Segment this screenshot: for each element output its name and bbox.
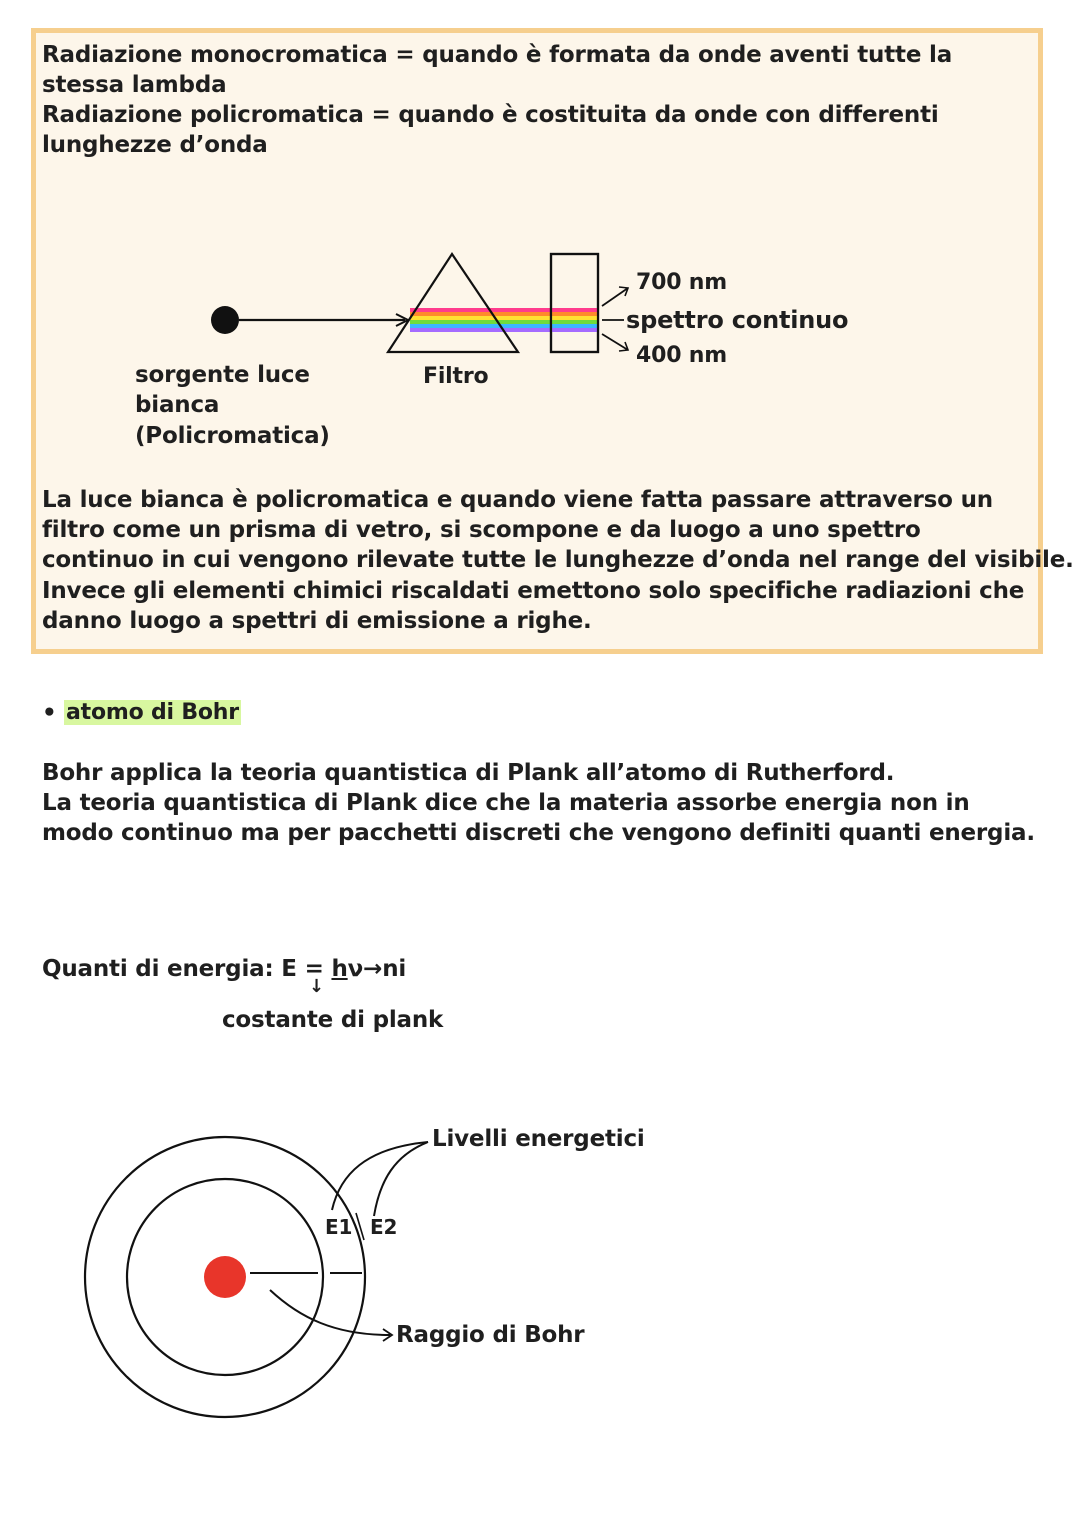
formula-h: h <box>331 956 348 982</box>
source-label-line2: bianca <box>135 392 220 418</box>
formula-prefix: Quanti di energia: E = <box>42 956 332 982</box>
filter-label: Filtro <box>423 364 489 389</box>
explanation-line4: Invece gli elementi chimici riscaldati emettono solo specifiche radiazioni che <box>42 578 1025 604</box>
label-400nm: 400 nm <box>636 343 727 368</box>
radius-pointer <box>270 1290 390 1335</box>
constant-label: costante di plank <box>222 1007 444 1033</box>
mono-definition-line1: Radiazione monocromatica = quando è formata da onde aventi tutte la <box>42 42 953 68</box>
mono-definition-line2: stessa lambda <box>42 72 227 98</box>
levels-pointer-e1 <box>332 1142 428 1210</box>
explanation-line1: La luce bianca è policromatica e quando viene fatta passare attraverso un <box>42 487 993 513</box>
radius-label: Raggio di Bohr <box>396 1322 585 1348</box>
heading-highlight: atomo di Bohr <box>66 700 239 725</box>
source-label-line3: (Policromatica) <box>135 423 330 449</box>
explanation-line3: continuo in cui vengono rilevate tutte le lunghezze d’onda nel range del visibile. <box>42 547 1074 573</box>
label-spectrum: spettro continuo <box>626 306 849 334</box>
bohr-text-line1: Bohr applica la teoria quantistica di Plank all’atomo di Rutherford. <box>42 760 895 786</box>
bohr-text-line3: modo continuo ma per pacchetti discreti che vengono definiti quanti energia. <box>42 820 1035 846</box>
label-700nm: 700 nm <box>636 270 727 295</box>
levels-label: Livelli energetici <box>432 1126 645 1152</box>
section-bullet: • <box>42 700 57 726</box>
e1-e2-divider <box>356 1213 364 1240</box>
explanation-line2: filtro come un prisma di vetro, si scompone e da luogo a uno spettro <box>42 517 921 543</box>
nucleus <box>204 1256 246 1298</box>
e1-label: E1 <box>325 1215 353 1239</box>
bohr-text-line2: La teoria quantistica di Plank dice che la materia assorbe energia non in <box>42 790 970 816</box>
formula-down-arrow: ↓ <box>309 976 324 997</box>
formula-arrow: → <box>363 956 383 982</box>
formula-suffix: ni <box>382 956 407 982</box>
formula-nu: ν <box>347 956 364 982</box>
e2-label: E2 <box>370 1215 398 1239</box>
explanation-line5: danno luogo a spettri di emissione a righe. <box>42 608 592 634</box>
poly-definition-line2: lunghezze d’onda <box>42 132 268 158</box>
poly-definition-line1: Radiazione policromatica = quando è costituita da onde con differenti <box>42 102 939 128</box>
source-label-line1: sorgente luce <box>135 362 310 388</box>
